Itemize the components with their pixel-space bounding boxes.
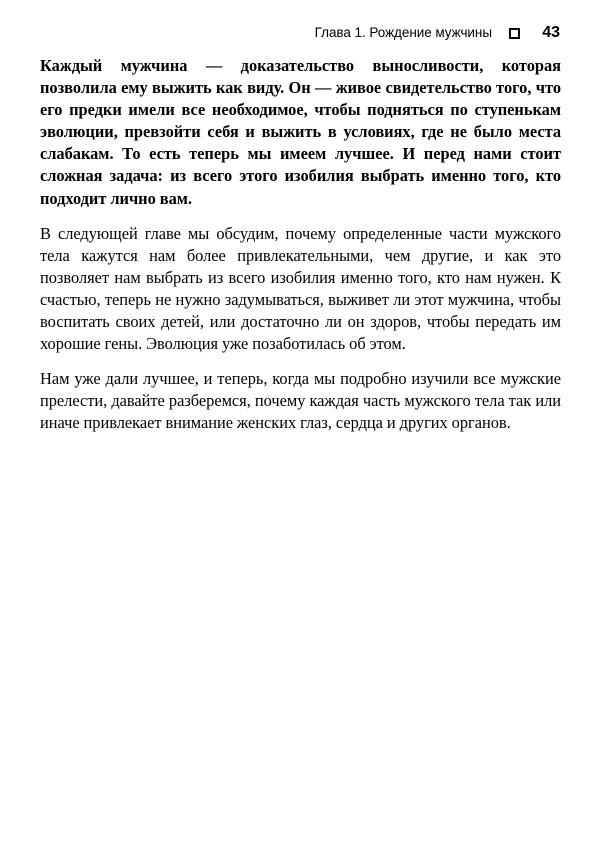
square-outline-icon [509, 28, 520, 39]
chapter-title: Глава 1. Рождение мужчины [314, 25, 492, 41]
body-text-block [40, 55, 561, 435]
paragraph: В следующей главе мы обсудим, почему определенные части мужского тела кажутся нам более привлекательными, чем другие, и как это позволяет нам выбрать из всего изобилия именно того, кто нам нужен. К счастью, теперь не нужно задумываться, выживет ли этот мужчина, чтобы воспитать своих детей, или достаточно ли он здоров, чтобы передать им хорошие гены. Эволюция уже позаботилась об этом. [40, 223, 561, 354]
page-number: 43 [542, 24, 560, 41]
paragraph: Каждый мужчина — доказательство выносливости, которая позволила ему выжить как виду. Он — живое свидетельство того, что его предки имели все необходимое, чтобы подняться по ступенькам эволюции, превзойти себя и выжить в условиях, где не было места слабакам. То есть теперь мы имеем лучшее. И перед нами стоит сложная задача: из всего этого изобилия выбрать именно того, кто подходит лично вам. [40, 56, 561, 208]
running-head [40, 22, 560, 44]
paragraph: Нам уже дали лучшее, и теперь, когда мы подробно изучили все мужские прелести, давайте разберемся, почему каждая часть мужского тела так или иначе привлекает внимание женских глаз, сердца и других органов. [40, 369, 561, 433]
